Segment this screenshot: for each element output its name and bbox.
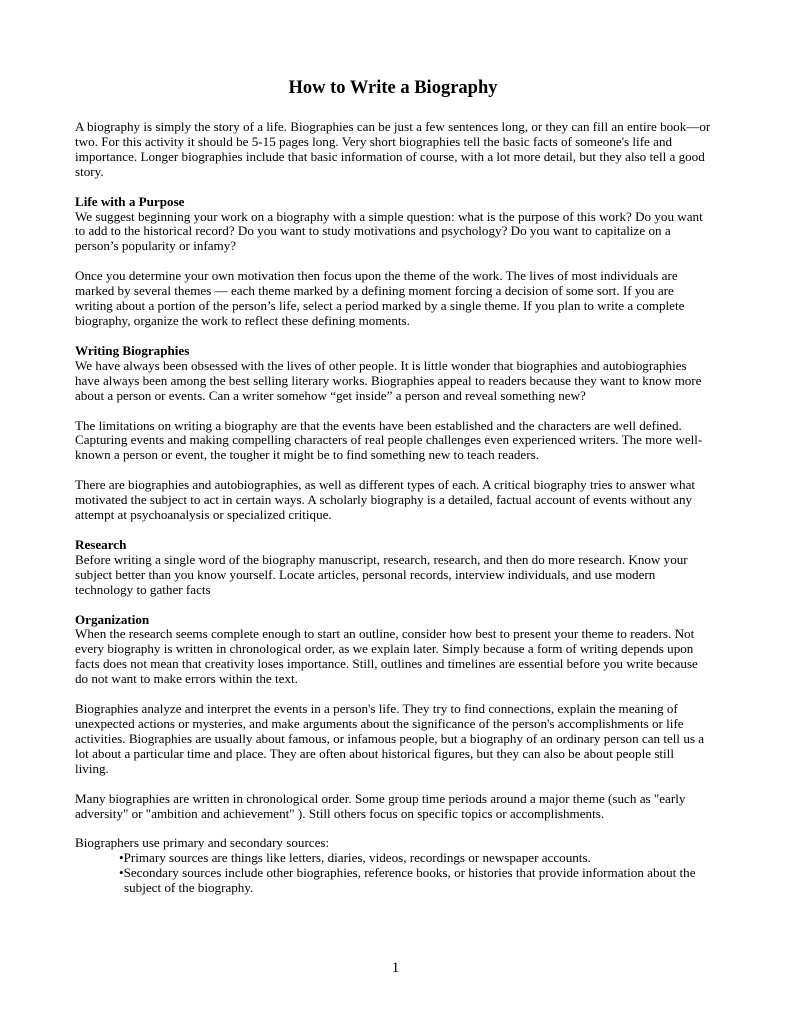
paragraph: Before writing a single word of the biography manuscript, research, research, and then do more research. Know your subject better than you know yourself. Locate articles, personal records, interview individuals, and use modern technology to gather facts — [75, 551, 688, 597]
paragraph-block — [75, 702, 711, 777]
section-heading: Research — [75, 536, 127, 552]
paragraph: Biographies analyze and interpret the events in a person's life. They try to find connections, explain the meaning of unexpected actions or mysteries, and make arguments about the significance of the person's accomplishments or life activities. Biographies are usually about famous, or infamous people, but a biography of an ordinary person can tell us a lot about a particular time and place. They are often about historical figures, but they can also be about people still living. — [75, 701, 705, 776]
paragraph-block — [75, 269, 711, 329]
paragraph-block — [75, 792, 711, 822]
paragraph: There are biographies and autobiographies, as well as different types of each. A critical biography tries to answer what motivated the subject to act in certain ways. A scholarly biography is a detailed, factual account of events without any attempt at psychoanalysis or specialized critique. — [75, 477, 696, 523]
section-heading: Organization — [75, 611, 150, 627]
page-number: 1 — [391, 960, 400, 976]
paragraph: Many biographies are written in chronological order. Some group time periods around a major theme (such as "early adversity" or "ambition and achievement" ). Still others focus on specific topics or accomplishments. — [75, 790, 686, 821]
document-title: How to Write a Biography — [288, 78, 498, 98]
paragraph-block — [75, 419, 711, 464]
paragraph-block — [75, 478, 711, 523]
section-life-with-purpose — [75, 195, 711, 255]
section-organization — [75, 613, 711, 688]
section-research — [75, 538, 711, 598]
section-heading: Life with a Purpose — [75, 193, 185, 209]
paragraph: Once you determine your own motivation then focus upon the theme of the work. The lives of most individuals are marked by several themes — each theme marked by a defining moment forcing a decision of some sort. If you are writing about a portion of the person’s life, select a period marked by a single theme. If you plan to write a complete biography, organize the work to reflect these defining moments. — [75, 268, 685, 328]
bullet-list — [75, 851, 711, 896]
intro-block — [75, 120, 711, 180]
paragraph: The limitations on writing a biography are that the events have been established and the characters are well defined. Capturing events and making compelling characters of real people challenges even experienced writers. The more well-known a person or event, the tougher it might be to find something new to teach readers. — [75, 417, 703, 463]
bullet-item: •Primary sources are things like letters, diaries, videos, recordings or newspaper accounts. — [119, 850, 591, 866]
section-heading: Writing Biographies — [75, 342, 190, 358]
intro-paragraph: A biography is simply the story of a life. Biographies can be just a few sentences long, or they can fill an entire book—or two. For this activity it should be 5-15 pages long. Very short biographies tell the basic facts of someone's life and importance. Longer biographies include that basic information of course, with a lot more detail, but they also tell a good story. — [75, 119, 711, 179]
paragraph-block — [75, 836, 711, 896]
paragraph: When the research seems complete enough to start an outline, consider how best to present your theme to readers. Not every biography is written in chronological order, as we explain later. Simply because a form of writing depends upon facts does not mean that creativity loses importance. Still, outlines and timelines are essential before you write because do not want to make errors within the text. — [75, 626, 698, 687]
paragraph: We suggest beginning your work on a biography with a simple question: what is the purpose of this work? Do you want to add to the historical record? Do you want to study motivations and psychology? Do you want to capitalize on a person’s popularity or infamy? — [75, 208, 703, 254]
paragraph: Biographers use primary and secondary sources: — [75, 835, 330, 851]
section-writing-biographies — [75, 344, 711, 404]
paragraph: We have always been obsessed with the lives of other people. It is little wonder that biographies and autobiographies have always been among the best selling literary works. Biographies appeal to readers because they want to know more about a person or events. Can a writer somehow “get inside” a person and reveal something new? — [75, 357, 702, 403]
bullet-item: •Secondary sources include other biographies, reference books, or histories that provide information about the subject of the biography. — [119, 865, 696, 896]
